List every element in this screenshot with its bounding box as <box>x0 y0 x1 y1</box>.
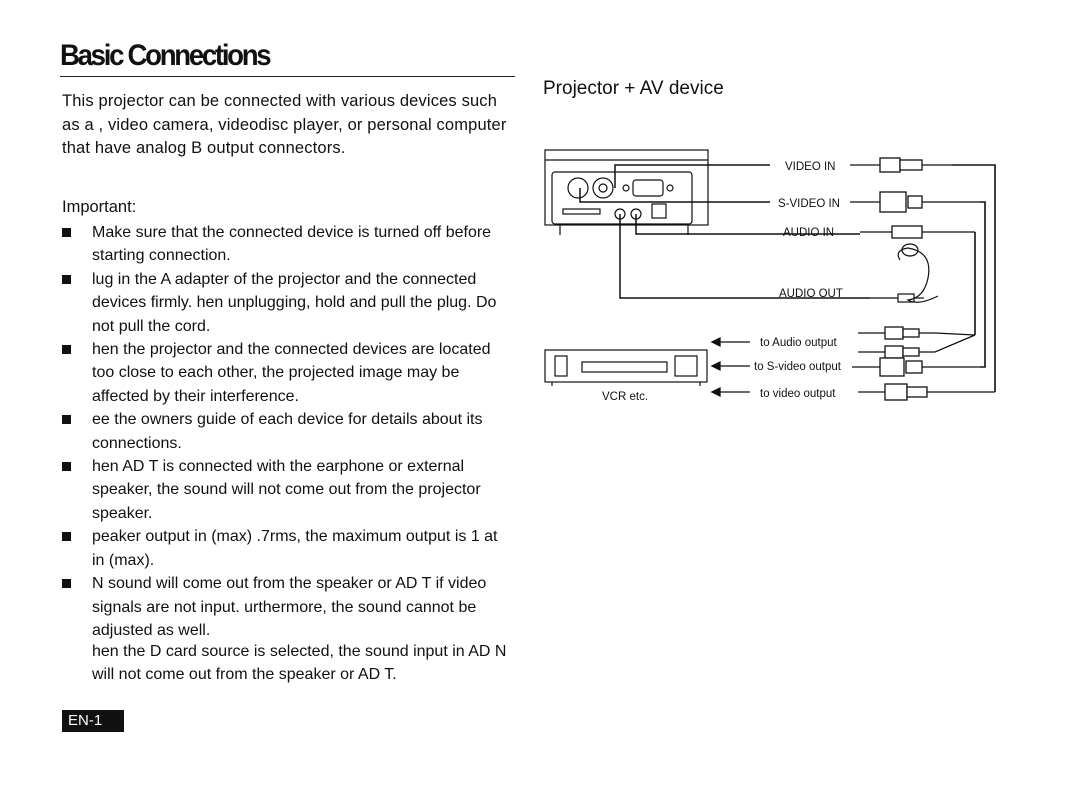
vcr-icon <box>545 350 707 386</box>
diagram-heading: Projector + AV device <box>543 78 724 99</box>
intro-paragraph <box>62 90 512 161</box>
important-label: Important: <box>62 198 137 216</box>
list-item <box>62 455 514 525</box>
rca-plug-icon <box>858 384 995 400</box>
list-item <box>62 572 514 642</box>
page-number: EN-1 <box>62 710 124 732</box>
bullet-icon <box>62 532 71 541</box>
vcr-audio-output-label: to Audio output <box>760 337 837 349</box>
vcr-s-video-output-label: to S-video output <box>754 361 841 373</box>
important-list <box>62 221 514 642</box>
tail-note: hen the D card source is selected, the sound input in AD N will not come out from the speaker or AD T. <box>92 643 507 684</box>
audio-in-label: AUDIO IN <box>783 227 835 239</box>
list-item-text: ee the owners guide of each device for details about its connections. <box>92 411 483 452</box>
vcr-video-output-label: to video output <box>760 388 836 400</box>
list-item <box>62 408 514 455</box>
bullet-icon <box>62 275 71 284</box>
cable-routing <box>952 165 995 392</box>
bullet-icon <box>62 462 71 471</box>
s-video-plug-icon <box>852 358 980 376</box>
video-in-label: VIDEO IN <box>785 161 836 173</box>
list-item <box>62 268 514 338</box>
list-item-text: N sound will come out from the speaker or AD T if video signals are not input. urthermore, the sound cannot be adjusted as well. <box>92 575 487 639</box>
list-item-text: hen the projector and the connected devices are located too close to each other, the projected image may be affected by their interference. <box>92 341 491 405</box>
bullet-icon <box>62 415 71 424</box>
earphone-icon <box>870 244 938 302</box>
list-item <box>62 221 514 268</box>
intro-text: This projector can be connected with various devices such as a , video camera, videodisc player, or personal computer that have analog B output connectors. <box>62 92 507 157</box>
audio-plug-icon <box>860 226 975 238</box>
projector-panel-icon <box>545 150 708 235</box>
list-item-text: lug in the A adapter of the projector and the connected devices firmly. hen unplugging, hold and pull the plug. Do not pull the cord. <box>92 270 497 335</box>
list-item-text: Make sure that the connected device is turned off before starting connection. <box>92 224 492 265</box>
connection-diagram <box>540 140 1010 410</box>
rca-pair-plug-icon <box>858 327 975 358</box>
audio-out-label: AUDIO OUT <box>779 288 843 300</box>
bullet-icon <box>62 579 71 588</box>
list-item <box>62 338 514 408</box>
bullet-icon <box>62 345 71 354</box>
page-title-block <box>60 38 515 77</box>
s-video-plug-icon <box>850 192 980 212</box>
list-item-text: peaker output in (max) .7rms, the maximum output is 1 at in (max). <box>92 528 498 569</box>
list-item-text: hen AD T is connected with the earphone or external speaker, the sound will not come out from the projector speaker. <box>92 458 481 522</box>
s-video-in-label: S-VIDEO IN <box>778 198 840 210</box>
vcr-label: VCR etc. <box>602 391 649 403</box>
rca-plug-icon <box>850 158 952 172</box>
bullet-icon <box>62 228 71 237</box>
page-title: Basic Connections <box>60 39 270 72</box>
list-item <box>62 525 514 572</box>
